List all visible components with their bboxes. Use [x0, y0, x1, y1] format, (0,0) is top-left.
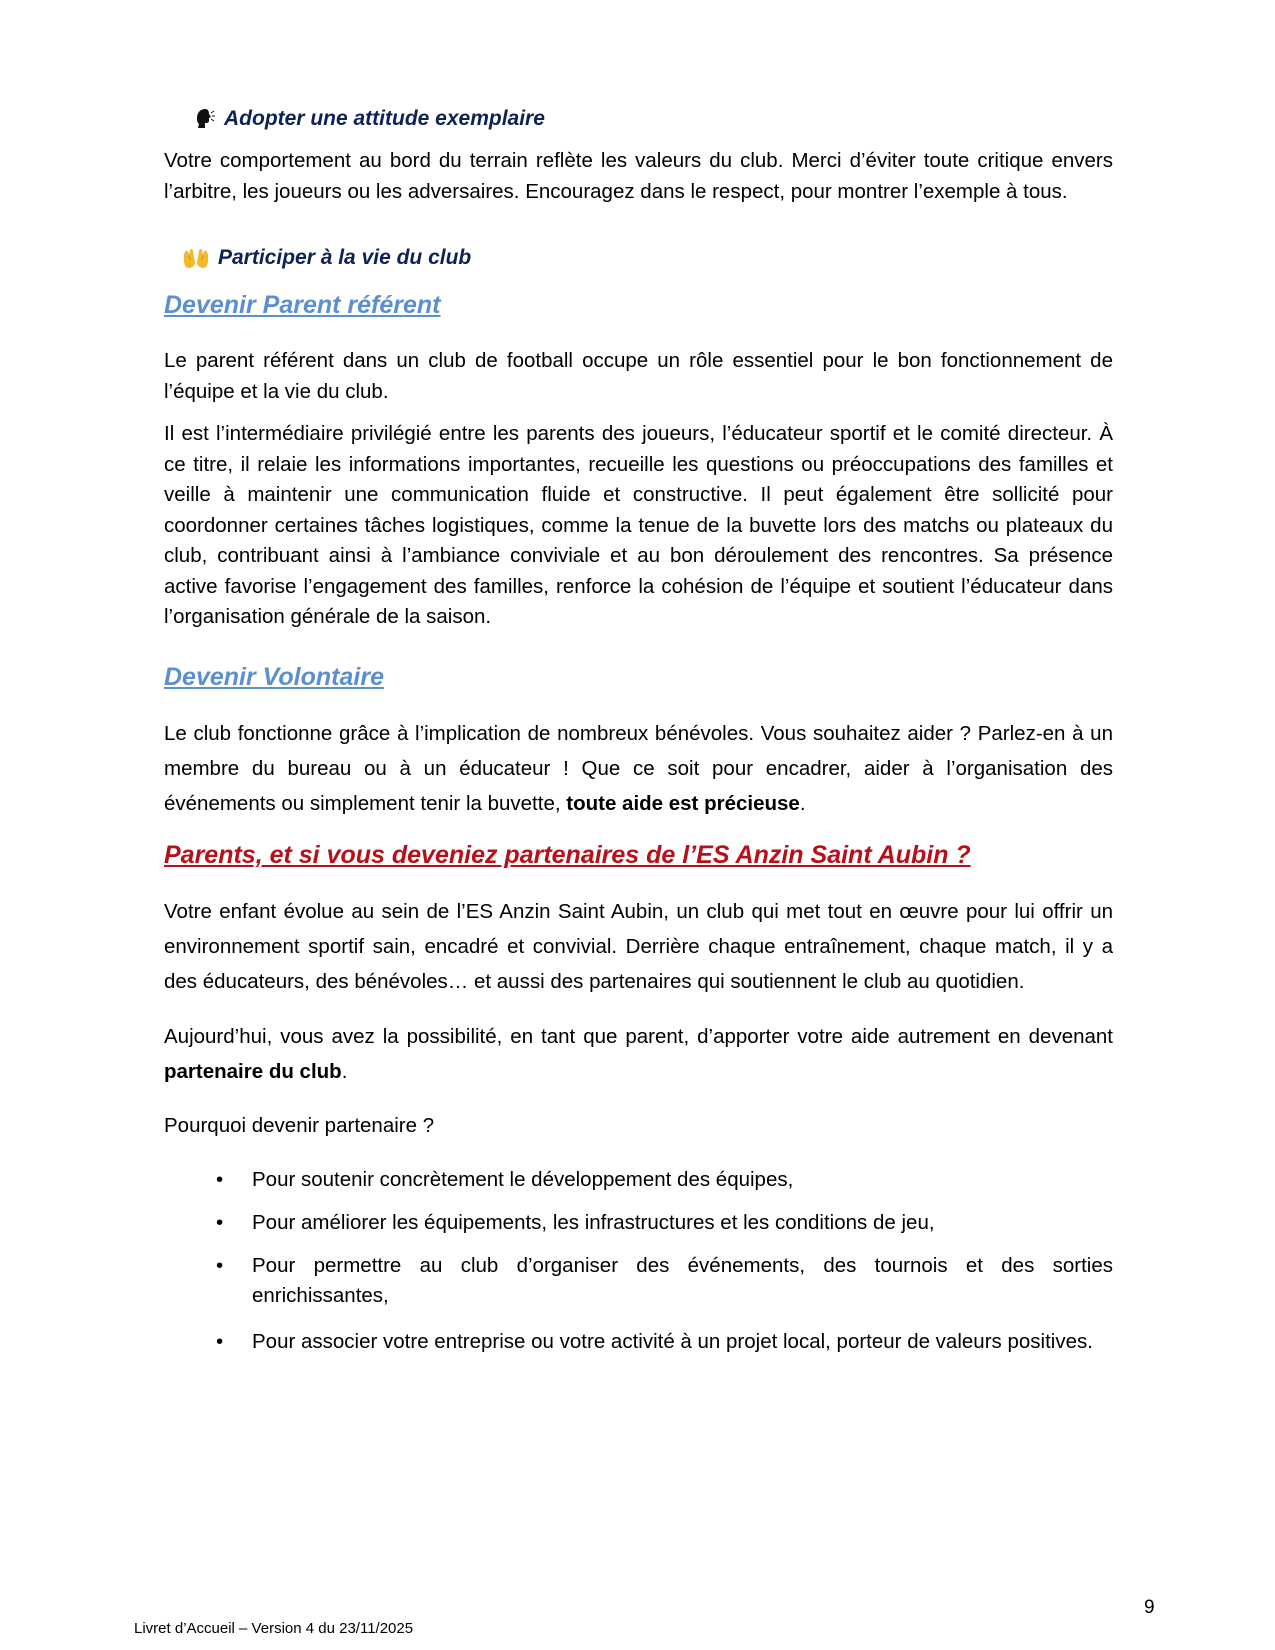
subheading-attitude	[194, 104, 1113, 134]
heading-parent-referent: Devenir Parent référent	[164, 291, 441, 319]
partenaires-bullet-list	[164, 1165, 1113, 1359]
attitude-paragraph: Votre comportement au bord du terrain reflète les valeurs du club. Merci d’éviter toute critique envers l’arbitre, les joueurs ou les adversaires. Encouragez dans le respect, pour montrer l’exemple à tous.	[164, 149, 1113, 203]
heading-volontaire: Devenir Volontaire	[164, 662, 384, 691]
page-number: 9	[1144, 1597, 1155, 1618]
bullet-icon: •	[216, 1168, 224, 1191]
volontaire-paragraph: Le club fonctionne grâce à l’implication de nombreux bénévoles. Vous souhaitez aider ? Parlez-en à un membre du bureau ou à un éducateur ! Que ce soit pour encadrer, aider à l’organisation des événements ou simplement tenir la buvette, toute aide est précieuse.	[164, 721, 1113, 815]
parent-referent-paragraph-1: Le parent référent dans un club de football occupe un rôle essentiel pour le bon fonctionnement de l’équipe et la vie du club.	[164, 349, 1113, 403]
bullet-icon: •	[216, 1254, 224, 1277]
subheading-participer-title: Participer à la vie du club	[218, 246, 472, 269]
page-content	[164, 104, 1113, 1359]
subheading-participer	[182, 243, 1113, 273]
list-item: • Pour permettre au club d’organiser des événements, des tournois et des sorties enrichissantes,	[164, 1251, 1113, 1311]
footer-text: Livret d’Accueil – Version 4 du 23/11/2025	[134, 1620, 414, 1637]
bullet-icon: •	[216, 1211, 224, 1234]
partenaires-paragraph-1: Votre enfant évolue au sein de l’ES Anzin Saint Aubin, un club qui met tout en œuvre pour lui offrir un environnement sportif sain, encadré et convivial. Derrière chaque entraînement, chaque match, il y a des éducateurs, des bénévoles… et aussi des partenaires qui soutiennent le club au quotidien.	[164, 899, 1113, 993]
partenaires-emphasis: partenaire du club	[164, 1059, 342, 1083]
speaking-head-icon	[194, 108, 216, 130]
list-item: • Pour soutenir concrètement le développement des équipes,	[164, 1165, 1113, 1195]
parent-referent-paragraph-2: Il est l’intermédiaire privilégié entre les parents des joueurs, l’éducateur sportif et le comité directeur. À ce titre, il relaie les informations importantes, recueille les questions ou préoccupations des familles et veille à maintenir une communication fluide et constructive. Il peut également être sollicité pour coordonner certaines tâches logistiques, comme la tenue de la buvette lors des matchs ou plateaux du club, contribuant ainsi à l’ambiance conviviale et au bon déroulement des rencontres. Sa présence active favorise l’engagement des familles, renforce la cohésion de l’équipe et soutient l’éducateur dans l’organisation générale de la saison.	[164, 422, 1113, 628]
heading-partenaires: Parents, et si vous deveniez partenaires de l’ES Anzin Saint Aubin ?	[164, 840, 971, 869]
partenaires-question: Pourquoi devenir partenaire ?	[164, 1113, 435, 1137]
list-item: • Pour améliorer les équipements, les infrastructures et les conditions de jeu,	[164, 1208, 1113, 1238]
partenaires-paragraph-2: Aujourd’hui, vous avez la possibilité, en tant que parent, d’apporter votre aide autrement en devenant partenaire du club.	[164, 1024, 1113, 1083]
subheading-attitude-title: Adopter une attitude exemplaire	[224, 107, 545, 130]
list-item: • Pour associer votre entreprise ou votre activité à un projet local, porteur de valeurs positives.	[164, 1324, 1113, 1359]
palms-up-together-icon	[182, 246, 210, 270]
bullet-icon: •	[216, 1330, 224, 1353]
volontaire-emphasis: toute aide est précieuse	[566, 791, 800, 815]
